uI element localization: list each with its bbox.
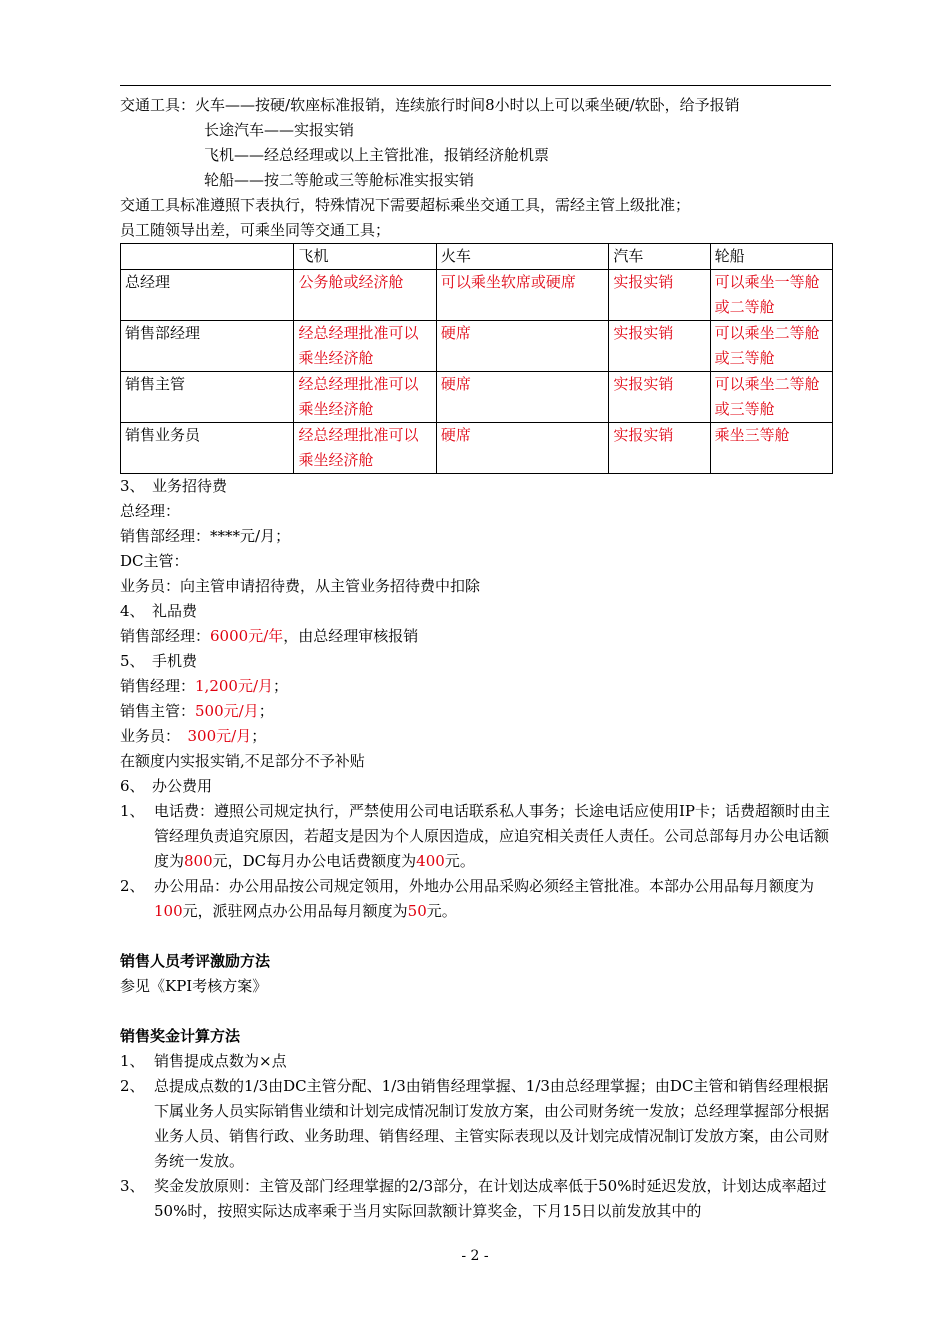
transport-note-1: 交通工具标准遵照下表执行，特殊情况下需要超标乘坐交通工具，需经主管上级批准； bbox=[120, 196, 691, 214]
table-cell: 实报实销 bbox=[609, 270, 710, 321]
transport-standard-table bbox=[120, 243, 833, 474]
entertainment-staff: 业务员：向主管申请招待费，从主管业务招待费中扣除 bbox=[120, 577, 481, 595]
table-cell: 实报实销 bbox=[609, 423, 710, 474]
office-item-phone: 1、 电话费：遵照公司规定执行，严禁使用公司电话联系私人事务；长途电话应使用IP卡；话费超额时由主管经理负责追究原因，若超支是因为个人原因造成，应追究相关责任人责任。公司总部每月办公电话额度为800元，DC每月办公电话费额度为400元。 bbox=[120, 802, 831, 870]
transport-bus-line: 长途汽车——实报实销 bbox=[204, 121, 355, 139]
phone-line-supervisor: 销售主管：500元/月； bbox=[120, 702, 274, 720]
phone-line-manager: 销售经理：1,200元/月； bbox=[120, 677, 289, 695]
bonus-item: 1、 销售提成点数为×点 bbox=[120, 1052, 287, 1070]
table-cell: 实报实销 bbox=[609, 372, 710, 423]
phone-note: 在额度内实报实销,不足部分不予补贴 bbox=[120, 752, 365, 770]
table-cell-role: 总经理 bbox=[121, 270, 294, 321]
table-row bbox=[121, 270, 833, 321]
kpi-text: 参见《KPI考核方案》 bbox=[120, 977, 268, 995]
table-cell: 硬席 bbox=[436, 372, 608, 423]
table-cell: 经总经理批准可以乘坐经济舱 bbox=[294, 321, 436, 372]
kpi-heading: 销售人员考评激励方法 bbox=[120, 952, 271, 970]
transport-note-2: 员工随领导出差，可乘坐同等交通工具； bbox=[120, 221, 391, 239]
entertainment-dc: DC主管： bbox=[120, 552, 189, 570]
page-number: - 2 - bbox=[461, 1248, 489, 1264]
bonus-item: 3、 奖金发放原则：主管及部门经理掌握的2/3部分，在计划达成率低于50%时延迟发放，计划达成率超过50%时，按照实际达成率乘于当月实际回款额计算奖金，下月15日以前发放其中的 bbox=[120, 1177, 827, 1220]
table-row bbox=[121, 372, 833, 423]
entertainment-title: 3、 业务招待费 bbox=[120, 477, 228, 495]
table-cell: 可以乘坐一等舱或二等舱 bbox=[710, 270, 832, 321]
table-header-cell: 火车 bbox=[436, 244, 608, 270]
office-title: 6、 办公费用 bbox=[120, 777, 213, 795]
phone-title: 5、 手机费 bbox=[120, 652, 198, 670]
table-header-row bbox=[121, 244, 833, 270]
table-cell: 硬席 bbox=[436, 321, 608, 372]
table-header-cell: 轮船 bbox=[710, 244, 832, 270]
transport-train-line: 交通工具：火车——按硬/软座标准报销，连续旅行时间8小时以上可以乘坐硬/软卧，给予报销 bbox=[120, 96, 740, 114]
table-cell: 乘坐三等舱 bbox=[710, 423, 832, 474]
table-header-cell: 汽车 bbox=[609, 244, 710, 270]
table-row bbox=[121, 321, 833, 372]
entertainment-sales-manager: 销售部经理：****元/月； bbox=[120, 527, 291, 545]
table-header-cell bbox=[121, 244, 294, 270]
table-cell: 经总经理批准可以乘坐经济舱 bbox=[294, 423, 436, 474]
transport-ship-line: 轮船——按二等舱或三等舱标准实报实销 bbox=[204, 171, 475, 189]
table-header-cell: 飞机 bbox=[294, 244, 436, 270]
gift-line: 销售部经理：6000元/年，由总经理审核报销 bbox=[120, 627, 419, 645]
table-cell: 公务舱或经济舱 bbox=[294, 270, 436, 321]
table-cell-role: 销售主管 bbox=[121, 372, 294, 423]
table-cell: 硬席 bbox=[436, 423, 608, 474]
gift-title: 4、 礼品费 bbox=[120, 602, 198, 620]
entertainment-gm: 总经理： bbox=[120, 502, 181, 520]
table-cell-role: 销售部经理 bbox=[121, 321, 294, 372]
table-cell: 可以乘坐软席或硬席 bbox=[436, 270, 608, 321]
phone-line-staff: 业务员： 300元/月； bbox=[120, 727, 267, 745]
table-cell: 可以乘坐二等舱或三等舱 bbox=[710, 372, 832, 423]
table-row bbox=[121, 423, 833, 474]
bonus-heading: 销售奖金计算方法 bbox=[120, 1027, 241, 1045]
transport-plane-line: 飞机——经总经理或以上主管批准，报销经济舱机票 bbox=[204, 146, 550, 164]
bonus-item: 2、 总提成点数的1/3由DC主管分配、1/3由销售经理掌握、1/3由总经理掌握；由DC主管和销售经理根据下属业务人员实际销售业绩和计划完成情况制订发放方案，由公司财务统一发放；总经理掌握部分根据业务人员、销售行政、业务助理、销售经理、主管实际表现以及计划完成情况制订发放方案，由公司财务统一发放。 bbox=[120, 1077, 830, 1170]
table-cell-role: 销售业务员 bbox=[121, 423, 294, 474]
office-item-supplies: 2、 办公用品：办公用品按公司规定领用，外地办公用品采购必须经主管批准。本部办公用品每月额度为100元，派驻网点办公用品每月额度为50元。 bbox=[120, 877, 815, 920]
table-cell: 实报实销 bbox=[609, 321, 710, 372]
document-body bbox=[120, 0, 831, 1224]
table-cell: 可以乘坐二等舱或三等舱 bbox=[710, 321, 832, 372]
table-cell: 经总经理批准可以乘坐经济舱 bbox=[294, 372, 436, 423]
